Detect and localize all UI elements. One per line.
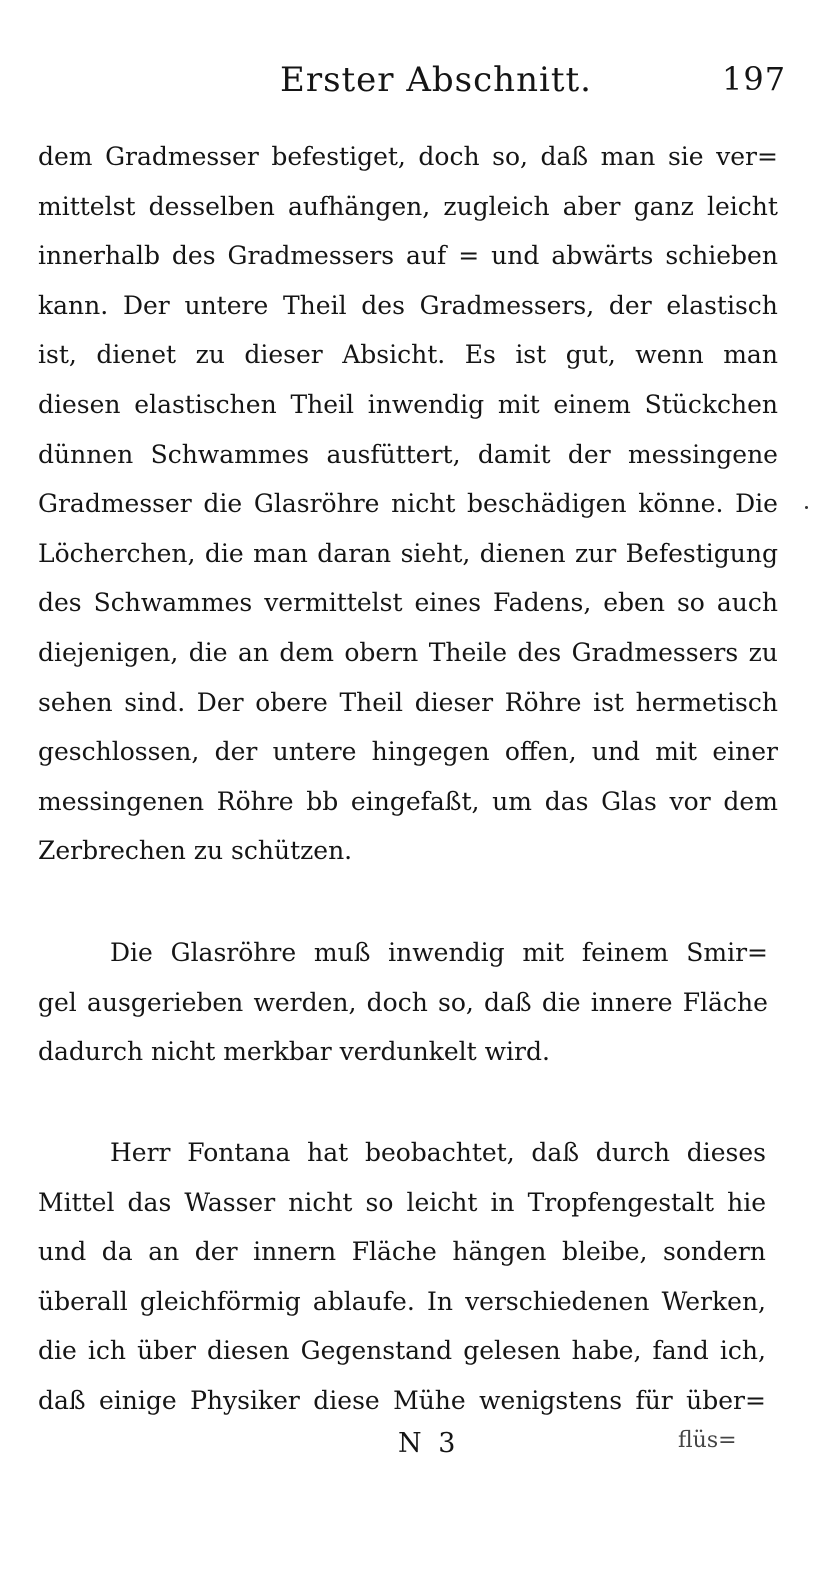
running-head: Erster Abschnitt. [280,60,592,100]
text-line: sehen sind. Der obere Theil dieser Röhre ist hermetisch [38,687,778,717]
text-line: Zerbrechen zu schützen. [38,836,353,866]
text-line: diesen elastischen Theil inwendig mit einem Stückchen [38,390,778,419]
page-number: 197 [722,60,787,98]
text-line: überall gleichförmig ablaufe. In verschiedenen Werken, [38,1286,766,1316]
text-line: die ich über diesen Gegenstand gelesen habe, fand ich, [38,1336,766,1366]
text-line: innerhalb des Gradmessers auf = und abwärts schieben [38,241,778,271]
text-line: mittelst desselben aufhängen, zugleich aber ganz leicht [38,191,778,221]
text-line: dünnen Schwammes ausfüttert, damit der messingene [38,439,778,469]
catchword: flüs= [678,1428,737,1453]
text-line: diejenigen, die an dem obern Theile des Gradmessers zu [38,638,778,667]
text-line: messingenen Röhre bb eingefaßt, um das Glas vor dem [38,786,778,816]
text-line: gel ausgerieben werden, doch so, daß die innere Fläche [38,987,768,1017]
text-line: dadurch nicht merkbar verdunkelt wird. [38,1037,550,1067]
text-line: des Schwammes vermittelst eines Fadens, eben so auch [38,588,778,618]
text-line: ist, dienet zu dieser Absicht. Es ist gut, wenn man [38,340,778,370]
text-line: daß einige Physiker diese Mühe wenigstens für über= [38,1386,766,1415]
text-line: Löcherchen, die man daran sieht, dienen zur Befestigung [38,538,778,568]
text-line: und da an der innern Fläche hängen bleibe, sondern [38,1237,766,1267]
text-line: kann. Der untere Theil des Gradmessers, der elastisch [38,290,778,320]
text-line: Herr Fontana hat beobachtet, daß durch dieses [110,1138,766,1167]
printer-signature: N 3 [398,1428,460,1459]
text-line: Mittel das Wasser nicht so leicht in Tropfengestalt hie [38,1187,766,1217]
text-line: dem Gradmesser befestiget, doch so, daß man sie ver= [38,142,778,171]
ink-speck [805,506,808,509]
text-line: geschlossen, der untere hingegen offen, und mit einer [38,737,778,767]
text-line: Gradmesser die Glasröhre nicht beschädigen könne. Die [38,489,778,519]
text-line: Die Glasröhre muß inwendig mit feinem Smir= [110,938,768,967]
